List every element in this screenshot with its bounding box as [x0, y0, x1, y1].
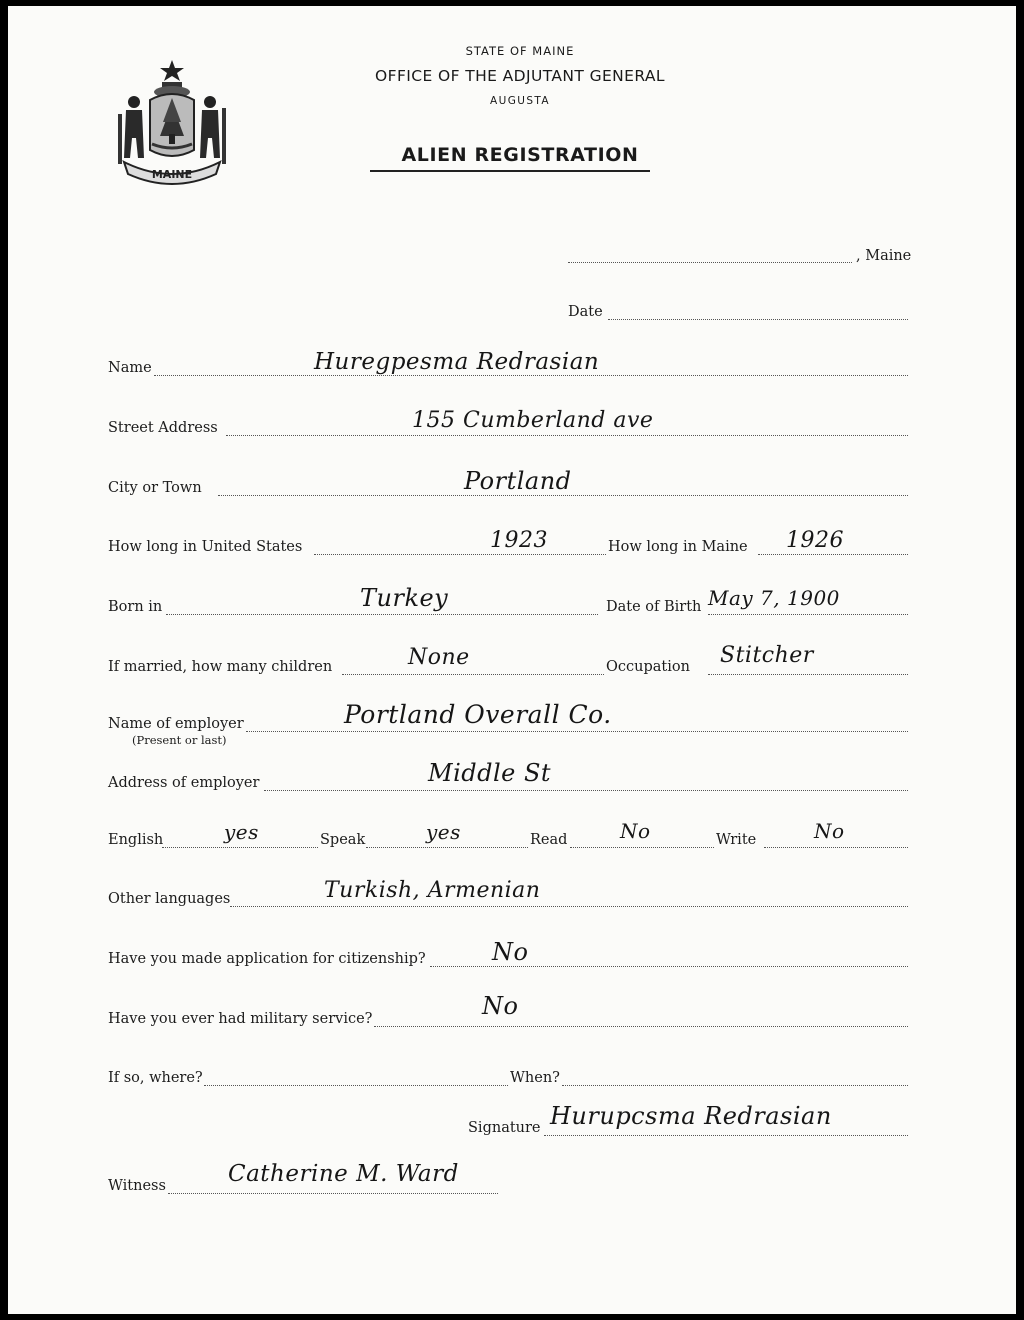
city-town-label: City or Town	[108, 480, 202, 496]
witness-value: Catherine M. Ward	[228, 1161, 459, 1187]
write-value: No	[814, 819, 845, 843]
maine-state-seal-icon	[112, 58, 232, 190]
name-value: Huregpesma Redrasian	[314, 349, 600, 375]
date-label: Date	[568, 304, 603, 320]
registration-form	[8, 6, 1016, 1314]
if-so-where-label: If so, where?	[108, 1070, 203, 1086]
write-field-line	[764, 847, 908, 848]
english-label: English	[108, 832, 164, 848]
witness-label: Witness	[108, 1178, 166, 1194]
date-of-birth-label: Date of Birth	[606, 599, 702, 615]
military-service-value: No	[482, 992, 519, 1020]
witness-field-line	[168, 1193, 498, 1194]
military-service-field-line	[374, 1026, 908, 1027]
english-field-line	[162, 847, 318, 848]
citizenship-label: Have you made application for citizenship?	[108, 951, 426, 967]
city-heading: AUGUSTA	[490, 95, 550, 107]
employer-value: Portland Overall Co.	[344, 700, 612, 729]
employer-label: Name of employer	[108, 716, 244, 732]
how-long-us-field-line	[314, 554, 606, 555]
citizenship-field-line	[430, 966, 908, 967]
how-long-maine-label: How long in Maine	[608, 539, 748, 555]
read-label: Read	[530, 832, 568, 848]
occupation-label: Occupation	[606, 659, 690, 675]
when-label: When?	[510, 1070, 560, 1086]
location-field-line	[568, 262, 852, 263]
how-long-maine-field-line	[758, 554, 908, 555]
street-address-value: 155 Cumberland ave	[412, 408, 654, 433]
other-languages-value: Turkish, Armenian	[324, 878, 541, 903]
date-of-birth-field-line	[708, 614, 908, 615]
employer-field-line	[246, 731, 908, 732]
how-long-us-label: How long in United States	[108, 539, 303, 555]
street-address-label: Street Address	[108, 420, 218, 436]
read-field-line	[570, 847, 714, 848]
how-long-us-value: 1923	[490, 528, 548, 553]
speak-label: Speak	[320, 832, 366, 848]
occupation-value: Stitcher	[720, 643, 814, 668]
other-languages-field-line	[230, 906, 908, 907]
speak-field-line	[366, 847, 528, 848]
svg-text:MAINE: MAINE	[151, 168, 193, 181]
occupation-field-line	[708, 674, 908, 675]
how-long-maine-value: 1926	[786, 528, 844, 553]
name-field-line	[154, 375, 908, 376]
other-languages-label: Other languages	[108, 891, 231, 907]
city-town-value: Portland	[464, 467, 572, 495]
english-value: yes	[224, 820, 259, 844]
if-so-where-field-line	[204, 1085, 508, 1086]
write-label: Write	[716, 832, 757, 848]
maine-label: , Maine	[856, 248, 912, 264]
military-service-label: Have you ever had military service?	[108, 1011, 373, 1027]
state-heading: STATE OF MAINE	[465, 44, 575, 58]
signature-label: Signature	[468, 1120, 541, 1136]
citizenship-value: No	[492, 938, 529, 966]
form-title: ALIEN REGISTRATION	[401, 144, 639, 166]
born-in-field-line	[166, 614, 598, 615]
employer-address-field-line	[264, 790, 908, 791]
children-field-line	[342, 674, 604, 675]
title-underline	[370, 170, 650, 172]
date-of-birth-value: May 7, 1900	[708, 586, 840, 610]
signature-field-line	[544, 1135, 908, 1136]
born-in-label: Born in	[108, 599, 163, 615]
employer-address-label: Address of employer	[108, 775, 260, 791]
read-value: No	[620, 819, 651, 843]
when-field-line	[562, 1085, 908, 1086]
speak-value: yes	[426, 820, 461, 844]
employer-address-value: Middle St	[428, 759, 552, 787]
office-heading: OFFICE OF THE ADJUTANT GENERAL	[375, 67, 665, 85]
signature-value: Hurupcsma Redrasian	[550, 1102, 832, 1130]
children-label: If married, how many children	[108, 659, 333, 675]
children-value: None	[408, 645, 470, 670]
name-label: Name	[108, 360, 152, 376]
employer-sublabel: (Present or last)	[132, 733, 227, 747]
date-field-line	[608, 319, 908, 320]
born-in-value: Turkey	[360, 584, 449, 612]
city-town-field-line	[218, 495, 908, 496]
street-address-field-line	[226, 435, 908, 436]
